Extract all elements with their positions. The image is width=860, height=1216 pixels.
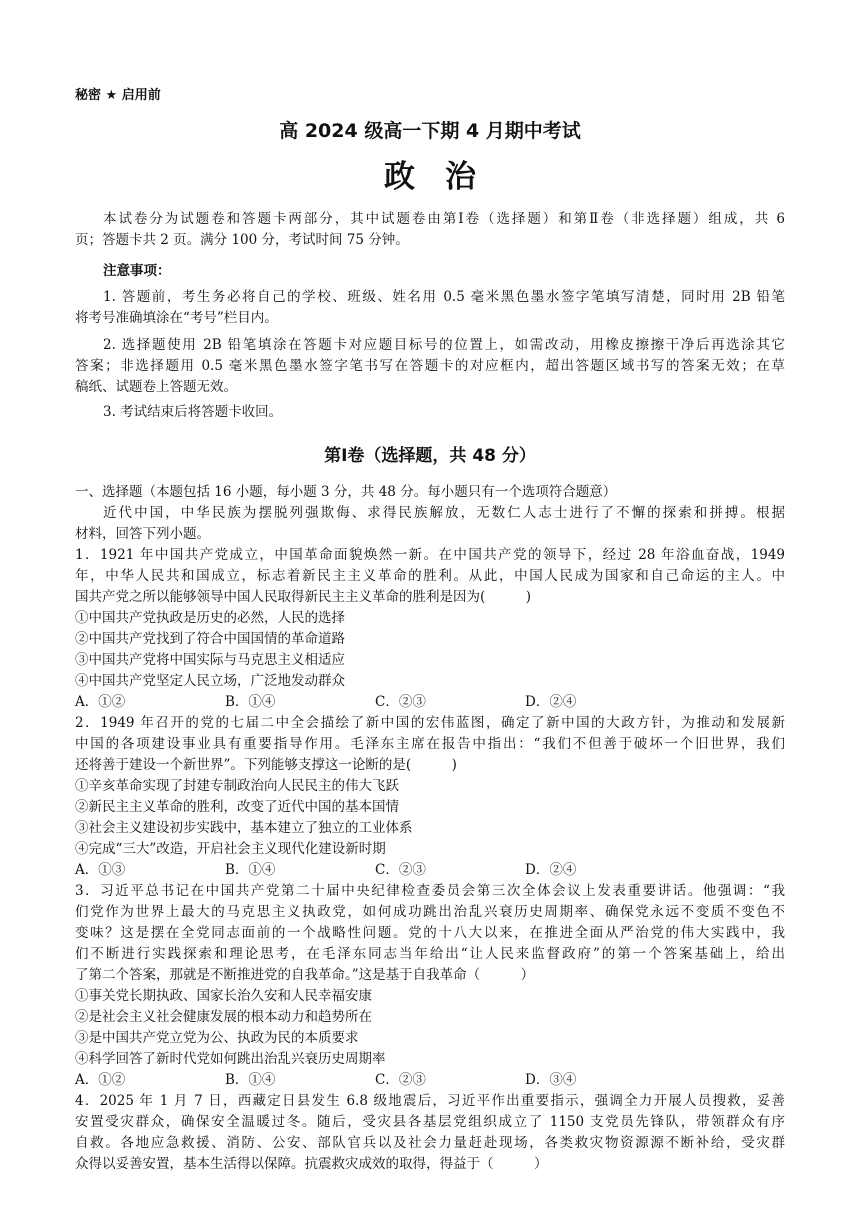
questions-area [75, 482, 785, 1175]
question-stem-line: 3．习近平总书记在中国共产党第二十届中央纪律检查委员会第三次全体会议上发表重要讲话。他强调：“我 [75, 883, 785, 899]
answer-options [75, 692, 785, 713]
question-item: ③是中国共产党立党为公、执政为民的本质要求 [75, 1030, 359, 1046]
question-2 [75, 713, 785, 881]
question-item: ②中国共产党找到了符合中国国情的革命道路 [75, 631, 345, 647]
question-stem-line: 还将善于建设一个新世界”。下列能够支撑这一论断的是( ) [75, 757, 457, 773]
notes-line: 1. 答题前，考生务必将自己的学校、班级、姓名用 0.5 毫米黑色墨水签字笔填写清楚，同时用 2B 铅笔 [103, 289, 785, 305]
notes-line: 2. 选择题使用 2B 铅笔填涂在答题卡对应题目标号的位置上，如需改动，用橡皮擦擦干净后再选涂其它 [103, 337, 785, 353]
question-stem-line: 2．1949 年召开的党的七届二中全会描绘了新中国的宏伟蓝图，确定了新中国的大政方针，为推动和发展新 [75, 715, 785, 731]
section-instruction: 一、选择题（本题包括 16 小题，每小题 3 分，共 48 分。每小题只有一个选项符合题意） [75, 484, 617, 500]
question-1 [75, 545, 785, 713]
notes-line: 稿纸、试题卷上答题无效。 [75, 379, 237, 395]
question-item: ④科学回答了新时代党如何跳出治乱兴衰历史周期率 [75, 1051, 386, 1067]
question-item: ③中国共产党将中国实际与马克思主义相适应 [75, 652, 345, 668]
question-item: ④完成“三大”改造，开启社会主义现代化建设新时期 [75, 841, 386, 857]
question-4 [75, 1091, 785, 1175]
question-stem-line: 1．1921 年中国共产党成立，中国革命面貌焕然一新。在中国共产党的领导下，经过 28 年浴血奋战，1949 [75, 547, 785, 563]
question-stem-line: 安置受灾群众，确保安全温暖过冬。随后，受灾县各基层党组织成立了 1150 支党员先锋队，带领群众有序 [75, 1114, 785, 1130]
question-item: ①辛亥革命实现了封建专制政治向人民民主的伟大飞跃 [75, 778, 399, 794]
question-item: ③社会主义建设初步实践中，基本建立了独立的工业体系 [75, 820, 413, 836]
question-stem-line: 众得以妥善安置，基本生活得以保障。抗震救灾成效的取得，得益于（ ） [75, 1156, 548, 1172]
intro-paragraph [75, 209, 785, 251]
confidential-mark: 秘密 ★ 启用前 [75, 88, 161, 103]
option-c: C．②③ [375, 862, 426, 878]
question-3 [75, 881, 785, 1091]
option-d: D．②④ [525, 862, 577, 878]
question-stem-line: 年，中华人民共和国成立，标志着新民主主义革命的胜利。从此，中国人民成为国家和自己命运的主人。中 [75, 568, 785, 584]
answer-options [75, 860, 785, 881]
section-title: 第Ⅰ卷（选择题，共 48 分） [324, 446, 536, 466]
option-c: C．②③ [375, 694, 426, 710]
option-a: A．①② [75, 1072, 126, 1088]
notes-line: 3. 考试结束后将答题卡收回。 [103, 404, 283, 420]
intro-line: 页；答题卡共 2 页。满分 100 分，考试时间 75 分钟。 [75, 232, 409, 248]
question-item: ①事关党长期执政、国家长治久安和人民幸福安康 [75, 988, 372, 1004]
option-b: B．①④ [225, 862, 276, 878]
notes-section [75, 261, 785, 423]
question-item: ①中国共产党执政是历史的必然，人民的选择 [75, 610, 345, 626]
option-d: D．②④ [525, 694, 577, 710]
question-stem-line: 们不断进行实践探索和理论思考，在毛泽东同志当年给出“让人民来监督政府”的第一个答案基础上，给出 [75, 946, 785, 962]
question-stem-line: 了第二个答案，那就是不断推进党的自我革命。”这是基于自我革命（ ） [75, 967, 535, 983]
option-b: B．①④ [225, 694, 276, 710]
question-stem-line: 变味？这是摆在全党同志面前的一个战略性问题。党的十八大以来，在推进全面从严治党的伟大实践中，我 [75, 925, 785, 941]
question-item: ④中国共产党坚定人民立场，广泛地发动群众 [75, 673, 345, 689]
question-stem-line: 4．2025 年 1 月 7 日，西藏定日县发生 6.8 级地震后，习近平作出重要指示，强调全力开展人员搜救，妥善 [75, 1093, 785, 1109]
subject-title: 政治 [384, 159, 506, 195]
material-line: 材料，回答下列小题。 [75, 526, 210, 542]
intro-line: 本试卷分为试题卷和答题卡两部分，其中试题卷由第Ⅰ卷（选择题）和第Ⅱ卷（非选择题）组成，共 6 [103, 211, 785, 227]
answer-options [75, 1070, 785, 1091]
exam-title: 高 2024 级高一下期 4 月期中考试 [279, 120, 581, 142]
question-item: ②是社会主义社会健康发展的根本动力和趋势所在 [75, 1009, 372, 1025]
notes-line: 答案；非选择题用 0.5 毫米黑色墨水签字笔书写在答题卡的对应框内，超出答题区域书写的答案无效；在草 [75, 358, 785, 374]
question-stem-line: 国共产党之所以能够领导中国人民取得新民主主义革命的胜利是因为( ) [75, 589, 532, 605]
option-a: A．①③ [75, 862, 126, 878]
question-item: ②新民主主义革命的胜利，改变了近代中国的基本国情 [75, 799, 399, 815]
question-stem-line: 中国的各项建设事业具有重要指导作用。毛泽东主席在报告中指出：“我们不但善于破坏一个旧世界，我们 [75, 736, 785, 752]
option-a: A．①② [75, 694, 126, 710]
notes-line: 将考号准确填涂在“考号”栏目内。 [75, 310, 278, 326]
option-c: C．②③ [375, 1072, 426, 1088]
question-stem-line: 们党作为世界上最大的马克思主义执政党，如何成功跳出治乱兴衰历史周期率、确保党永远不变质不变色不 [75, 904, 785, 920]
option-d: D．③④ [525, 1072, 577, 1088]
notes-title: 注意事项： [103, 263, 171, 279]
option-b: B．①④ [225, 1072, 276, 1088]
material-line: 近代中国，中华民族为摆脱列强欺侮、求得民族解放，无数仁人志士进行了不懈的探索和拼搏。根据 [103, 505, 785, 521]
question-stem-line: 自救。各地应急救援、消防、公安、部队官兵以及社会力量赶赴现场，各类救灾物资源源不断补给，受灾群 [75, 1135, 785, 1151]
